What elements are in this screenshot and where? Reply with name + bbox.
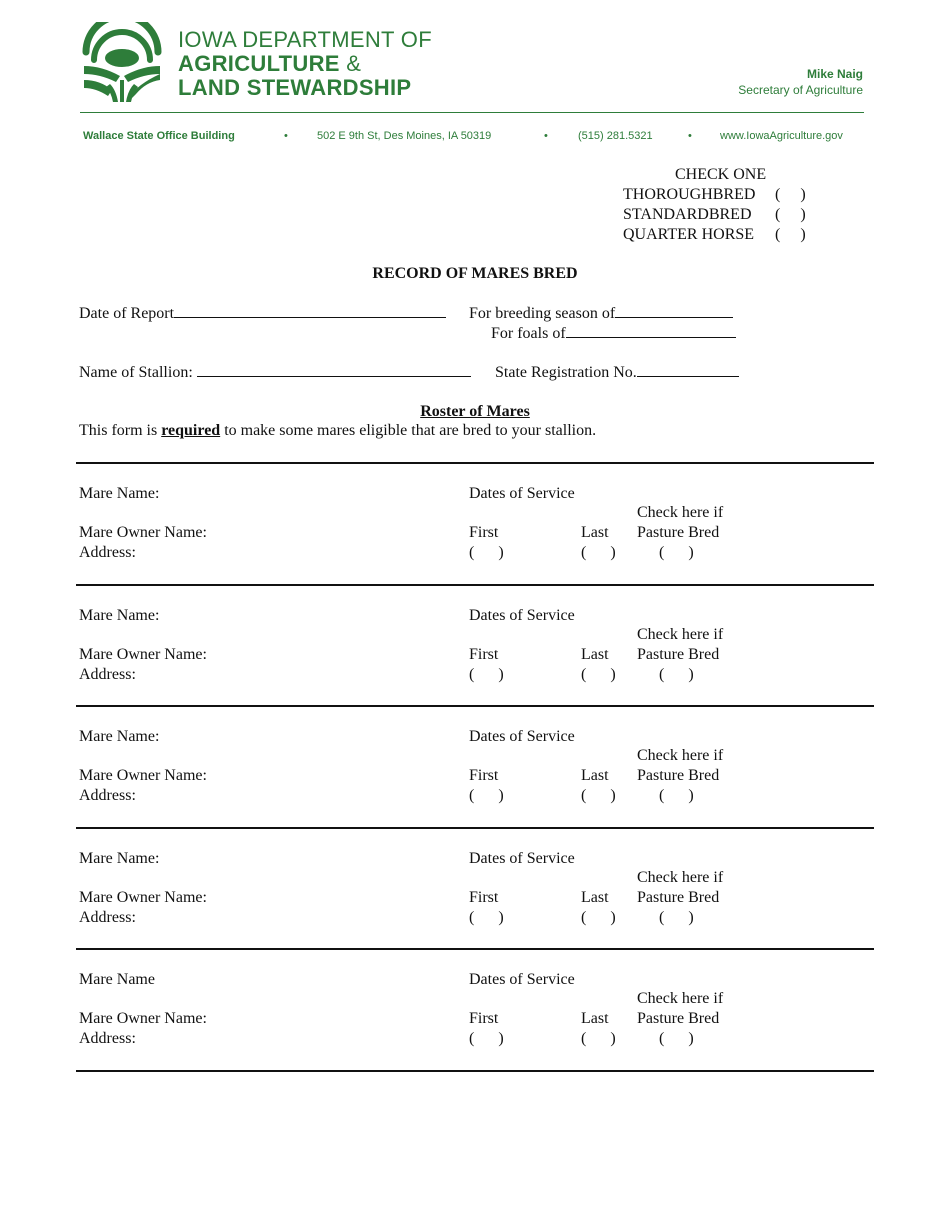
last-date-box[interactable] xyxy=(581,786,616,806)
checkbox-close-paren: ) xyxy=(688,666,694,683)
section-divider xyxy=(76,827,874,829)
registration-label: State Registration No. xyxy=(495,364,637,381)
agency-name-line1: IOWA DEPARTMENT OF xyxy=(178,27,432,52)
first-date-box[interactable] xyxy=(469,786,504,806)
checkbox-open-paren: ( xyxy=(469,787,475,804)
dates-of-service-label: Dates of Service xyxy=(469,728,575,745)
agency-name-agriculture: AGRICULTURE xyxy=(178,51,340,76)
breeding-season-input[interactable] xyxy=(615,303,733,318)
separator-dot: • xyxy=(284,130,288,142)
last-date-label: Last xyxy=(581,767,609,784)
date-of-report-label: Date of Report xyxy=(79,305,175,322)
dates-of-service-label: Dates of Service xyxy=(469,850,575,867)
last-date-box[interactable] xyxy=(581,1029,616,1049)
checkbox-open-paren: ( xyxy=(659,666,665,683)
last-date-label: Last xyxy=(581,889,609,906)
address-label: Address: xyxy=(79,544,136,561)
building-name: Wallace State Office Building xyxy=(83,130,235,142)
breed-checkbox[interactable] xyxy=(775,226,806,243)
check-here-label: Check here if xyxy=(637,504,724,521)
date-of-report-row xyxy=(79,303,446,324)
breed-option-row xyxy=(623,205,806,225)
breed-checkbox[interactable] xyxy=(775,186,806,203)
breed-option-row xyxy=(623,225,806,245)
date-of-report-input[interactable] xyxy=(174,303,446,318)
first-date-box[interactable] xyxy=(469,1029,504,1049)
checkbox-open-paren: ( xyxy=(469,544,475,561)
foals-of-row xyxy=(491,323,736,344)
stallion-row xyxy=(79,362,471,383)
foals-of-input[interactable] xyxy=(566,323,736,338)
checkbox-open-paren: ( xyxy=(659,909,665,926)
agency-logo-icon xyxy=(80,22,164,104)
checkbox-close-paren: ) xyxy=(610,1030,616,1047)
last-date-label: Last xyxy=(581,524,609,541)
checkbox-close-paren: ) xyxy=(498,787,504,804)
mare-owner-label: Mare Owner Name: xyxy=(79,646,207,663)
agency-name-line3: LAND STEWARDSHIP xyxy=(178,75,412,100)
checkbox-close-paren: ) xyxy=(688,544,694,561)
check-here-label: Check here if xyxy=(637,990,724,1007)
checkbox-close-paren: ) xyxy=(610,666,616,683)
checkbox-open-paren: ( xyxy=(775,226,781,243)
last-date-box[interactable] xyxy=(581,665,616,685)
checkbox-close-paren: ) xyxy=(800,186,806,203)
mare-owner-label: Mare Owner Name: xyxy=(79,524,207,541)
checkbox-close-paren: ) xyxy=(800,226,806,243)
breed-option-label: QUARTER HORSE xyxy=(623,226,755,243)
checkbox-open-paren: ( xyxy=(581,666,587,683)
section-divider xyxy=(76,1070,874,1072)
mare-name-label: Mare Name xyxy=(79,971,155,988)
last-date-label: Last xyxy=(581,1010,609,1027)
mare-name-label: Mare Name: xyxy=(79,728,160,745)
checkbox-open-paren: ( xyxy=(659,544,665,561)
mare-owner-label: Mare Owner Name: xyxy=(79,1010,207,1027)
separator-dot: • xyxy=(544,130,548,142)
pasture-bred-checkbox[interactable] xyxy=(659,908,694,928)
pasture-bred-label: Pasture Bred xyxy=(637,524,720,541)
checkbox-close-paren: ) xyxy=(688,1030,694,1047)
required-note xyxy=(79,421,596,441)
dates-of-service-label: Dates of Service xyxy=(469,607,575,624)
checkbox-close-paren: ) xyxy=(610,544,616,561)
breed-option-row xyxy=(623,185,806,205)
address-label: Address: xyxy=(79,787,136,804)
pasture-bred-label: Pasture Bred xyxy=(637,889,720,906)
pasture-bred-checkbox[interactable] xyxy=(659,1029,694,1049)
section-divider xyxy=(76,462,874,464)
mare-owner-label: Mare Owner Name: xyxy=(79,889,207,906)
mare-name-label: Mare Name: xyxy=(79,485,160,502)
breeding-season-label: For breeding season of xyxy=(469,305,616,322)
breed-checkbox[interactable] xyxy=(775,206,806,223)
check-here-label: Check here if xyxy=(637,626,724,643)
form-title: RECORD OF MARES BRED xyxy=(372,265,578,282)
checkbox-open-paren: ( xyxy=(659,787,665,804)
first-date-label: First xyxy=(469,889,499,906)
checkbox-close-paren: ) xyxy=(498,666,504,683)
address-label: Address: xyxy=(79,1030,136,1047)
section-divider xyxy=(76,584,874,586)
checkbox-open-paren: ( xyxy=(659,1030,665,1047)
checkbox-open-paren: ( xyxy=(581,909,587,926)
foals-of-label: For foals of xyxy=(491,325,566,342)
last-date-label: Last xyxy=(581,646,609,663)
mare-name-label: Mare Name: xyxy=(79,607,160,624)
phone-number: (515) 281.5321 xyxy=(578,130,653,142)
checkbox-close-paren: ) xyxy=(498,909,504,926)
dates-of-service-label: Dates of Service xyxy=(469,971,575,988)
checkbox-open-paren: ( xyxy=(469,666,475,683)
address-label: Address: xyxy=(79,666,136,683)
pasture-bred-checkbox[interactable] xyxy=(659,543,694,563)
first-date-box[interactable] xyxy=(469,543,504,563)
roster-title: Roster of Mares xyxy=(420,403,530,420)
first-date-box[interactable] xyxy=(469,908,504,928)
required-note-prefix: This form is xyxy=(79,422,162,439)
checkbox-close-paren: ) xyxy=(800,206,806,223)
first-date-label: First xyxy=(469,1010,499,1027)
checkbox-close-paren: ) xyxy=(498,1030,504,1047)
agency-name-ampersand: & xyxy=(346,51,362,76)
checkbox-open-paren: ( xyxy=(581,544,587,561)
required-note-suffix: to make some mares eligible that are bred to your stallion. xyxy=(220,422,597,439)
dates-of-service-label: Dates of Service xyxy=(469,485,575,502)
street-address: 502 E 9th St, Des Moines, IA 50319 xyxy=(317,130,492,142)
first-date-label: First xyxy=(469,646,499,663)
checkbox-close-paren: ) xyxy=(688,787,694,804)
checkbox-open-paren: ( xyxy=(775,186,781,203)
stallion-label: Name of Stallion: xyxy=(79,364,193,381)
mare-owner-label: Mare Owner Name: xyxy=(79,767,207,784)
checkbox-open-paren: ( xyxy=(469,1030,475,1047)
checkbox-open-paren: ( xyxy=(775,206,781,223)
breed-option-label: THOROUGHBRED xyxy=(623,186,756,203)
pasture-bred-checkbox[interactable] xyxy=(659,786,694,806)
first-date-label: First xyxy=(469,767,499,784)
check-here-label: Check here if xyxy=(637,869,724,886)
first-date-label: First xyxy=(469,524,499,541)
breed-option-label: STANDARDBRED xyxy=(623,206,752,223)
agency-name-line2 xyxy=(178,52,361,76)
stallion-name-input[interactable] xyxy=(197,362,471,377)
pasture-bred-label: Pasture Bred xyxy=(637,767,720,784)
letterhead-divider xyxy=(80,112,864,113)
checkbox-open-paren: ( xyxy=(469,909,475,926)
website-link[interactable]: www.IowaAgriculture.gov xyxy=(720,130,843,142)
checkbox-close-paren: ) xyxy=(498,544,504,561)
address-label: Address: xyxy=(79,909,136,926)
checkbox-open-paren: ( xyxy=(581,787,587,804)
pasture-bred-label: Pasture Bred xyxy=(637,646,720,663)
check-one-heading: CHECK ONE xyxy=(675,166,767,183)
checkbox-close-paren: ) xyxy=(610,787,616,804)
last-date-box[interactable] xyxy=(581,908,616,928)
first-date-box[interactable] xyxy=(469,665,504,685)
check-here-label: Check here if xyxy=(637,747,724,764)
breeding-season-row xyxy=(469,303,733,324)
required-note-emphasis: required xyxy=(161,422,221,439)
secretary-title: Secretary of Agriculture xyxy=(738,83,863,97)
pasture-bred-label: Pasture Bred xyxy=(637,1010,720,1027)
registration-row xyxy=(495,362,739,383)
section-divider xyxy=(76,948,874,950)
section-divider xyxy=(76,705,874,707)
mare-name-label: Mare Name: xyxy=(79,850,160,867)
checkbox-close-paren: ) xyxy=(610,909,616,926)
registration-input[interactable] xyxy=(637,362,739,377)
checkbox-close-paren: ) xyxy=(688,909,694,926)
checkbox-open-paren: ( xyxy=(581,1030,587,1047)
last-date-box[interactable] xyxy=(581,543,616,563)
separator-dot: • xyxy=(688,130,692,142)
pasture-bred-checkbox[interactable] xyxy=(659,665,694,685)
secretary-name: Mike Naig xyxy=(806,67,863,81)
